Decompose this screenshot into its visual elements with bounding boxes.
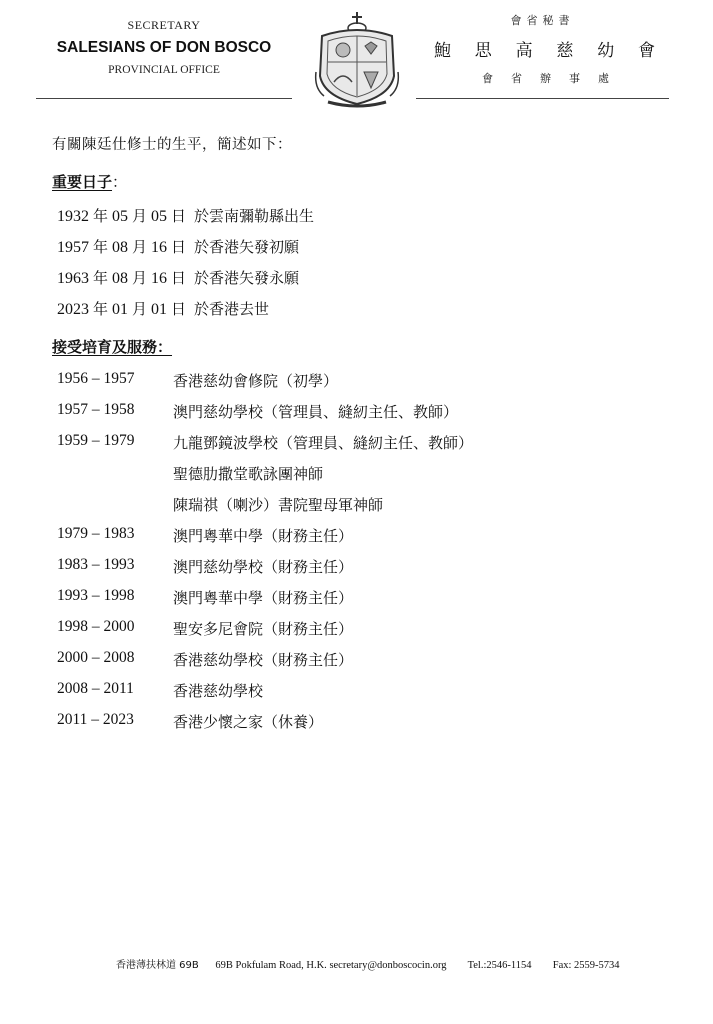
important-dates-heading: 重要日子：: [52, 173, 128, 191]
important-dates-list: [57, 205, 314, 329]
service-row: 1959 – 1979 九龍鄧鏡波學校（管理員、縫紉主任、教師）: [57, 432, 474, 452]
letterhead-zh-office: 會 省 辦 事 處: [482, 72, 609, 85]
footer-fax: Fax: 2559-5734: [552, 960, 620, 971]
letterhead-zh-secretary: 會省秘書: [510, 14, 575, 27]
salesian-crest-icon: [312, 10, 402, 110]
service-row: 陳瑞祺（喇沙）書院聖母軍神師: [173, 496, 384, 514]
letterhead-rule-left: [36, 98, 292, 99]
service-row: 1957 – 1958 澳門慈幼學校（管理員、縫紉主任、教師）: [57, 401, 459, 421]
service-row: 1998 – 2000 聖安多尼會院（財務主任）: [57, 618, 354, 638]
intro-text: 有關陳廷仕修士的生平，簡述如下：: [52, 137, 292, 153]
letterhead-left: [36, 18, 292, 76]
letterhead-right: [416, 12, 669, 86]
service-row: 2000 – 2008 香港慈幼學校（財務主任）: [57, 649, 354, 669]
service-row: 聖德肋撒堂歌詠團神師: [173, 465, 324, 483]
footer-email: secretary@donboscocin.org: [329, 960, 447, 971]
service-row: 2011 – 2023 香港少懷之家（休養）: [57, 711, 324, 731]
footer-address-zh: 香港薄扶林道 69B: [116, 960, 199, 971]
letterhead-rule-right: [416, 98, 669, 99]
service-row: 1983 – 1993 澳門慈幼學校（財務主任）: [57, 556, 354, 576]
service-row: 1993 – 1998 澳門粵華中學（財務主任）: [57, 587, 354, 607]
date-row: 2023 年 01 月 01 日 於香港去世: [57, 300, 270, 318]
date-row: 1957 年 08 月 16 日 於香港矢發初願: [57, 238, 300, 256]
formation-heading: 接受培育及服務：: [52, 338, 173, 356]
footer-tel: Tel.:2546-1154: [467, 960, 532, 971]
footer-address-en: 69B Pokfulam Road, H.K.: [215, 960, 327, 971]
formation-list: [57, 370, 473, 742]
letterhead-office: PROVINCIAL OFFICE: [108, 64, 220, 76]
letterhead-org-name: SALESIANS OF DON BOSCO: [56, 39, 272, 56]
date-row: 1963 年 08 月 16 日 於香港矢發永願: [57, 269, 300, 287]
letterhead-secretary: SECRETARY: [127, 18, 201, 32]
date-row: 1932 年 05 月 05 日 於雲南彌勒縣出生: [57, 207, 315, 225]
footer-contact: [116, 956, 620, 971]
service-row: 1956 – 1957 香港慈幼會修院（初學）: [57, 370, 339, 390]
service-row: 1979 – 1983 澳門粵華中學（財務主任）: [57, 525, 354, 545]
service-row: 2008 – 2011 香港慈幼學校: [57, 680, 264, 700]
letterhead-zh-org-name: 鮑 思 高 慈 幼 會: [434, 41, 655, 61]
